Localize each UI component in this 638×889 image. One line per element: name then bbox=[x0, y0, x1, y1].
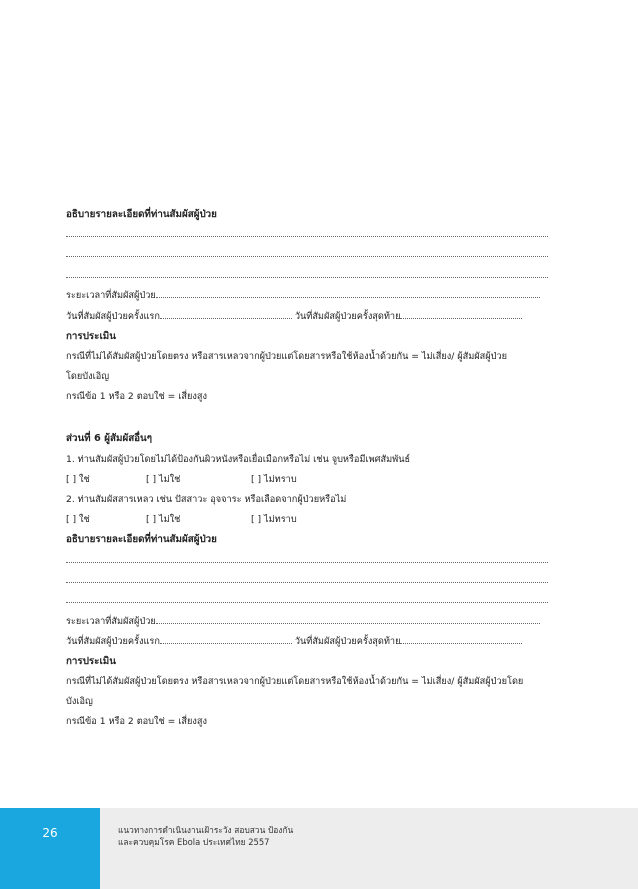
assessment-text: โดยบังเอิญ bbox=[66, 371, 110, 382]
assessment-heading: การประเมิน bbox=[66, 331, 116, 342]
assessment-text: กรณีข้อ 1 หรือ 2 ตอบใช่ = เสี่ยงสูง bbox=[66, 391, 207, 402]
last-contact-label: วันที่สัมผัสผู้ป่วยครั้งสุดท้าย bbox=[294, 311, 401, 322]
question-2: 2. ท่านสัมผัสสารเหลว เช่น ปัสสาวะ อุจจาระ หรือเลือดจากผู้ป่วยหรือไม่ bbox=[66, 494, 347, 505]
contact-dates-row bbox=[66, 309, 548, 324]
option-unknown[interactable]: [ ] ไม่ทราบ bbox=[251, 514, 297, 525]
option-no[interactable]: [ ] ไม่ใช่ bbox=[146, 514, 181, 525]
answer-line[interactable] bbox=[66, 236, 548, 237]
duration-row bbox=[66, 614, 548, 629]
duration-label: ระยะเวลาที่สัมผัสผู้ป่วย bbox=[66, 290, 156, 301]
assessment-text: บังเอิญ bbox=[66, 696, 93, 707]
page-number: 26 bbox=[0, 808, 100, 889]
describe-heading: อธิบายรายละเอียดที่ท่านสัมผัสผู้ป่วย bbox=[66, 209, 217, 220]
first-contact-label: วันที่สัมผัสผู้ป่วยครั้งแรก bbox=[66, 636, 160, 647]
footer-line: และควบคุมโรค Ebola ประเทศไทย 2557 bbox=[118, 837, 270, 847]
last-contact-label: วันที่สัมผัสผู้ป่วยครั้งสุดท้าย bbox=[294, 636, 401, 647]
assessment-text: กรณีที่ไม่ได้สัมผัสผู้ป่วยโดยตรง หรือสารเหลวจากผู้ป่วยแต่โดยสารหรือใช้ห้องน้ำด้วยกัน = ไม่เสี่ยง/ ผู้สัมผัสผู้ป่วย bbox=[66, 351, 508, 362]
contact-dates-row bbox=[66, 634, 548, 649]
answer-line[interactable] bbox=[66, 277, 548, 278]
last-contact-field[interactable] bbox=[400, 634, 522, 644]
duration-field[interactable] bbox=[156, 288, 540, 298]
duration-field[interactable] bbox=[156, 614, 540, 624]
footer-line: แนวทางการดำเนินงานเฝ้าระวัง สอบสวน ป้องกัน bbox=[118, 825, 294, 835]
answer-line[interactable] bbox=[66, 562, 548, 563]
option-unknown[interactable]: [ ] ไม่ทราบ bbox=[251, 474, 297, 485]
assessment-heading: การประเมิน bbox=[66, 656, 116, 667]
section-title: ส่วนที่ 6 ผู้สัมผัสอื่นๆ bbox=[66, 433, 153, 444]
describe-heading: อธิบายรายละเอียดที่ท่านสัมผัสผู้ป่วย bbox=[66, 534, 217, 545]
last-contact-field[interactable] bbox=[400, 309, 522, 319]
page-footer bbox=[0, 808, 638, 889]
answer-line[interactable] bbox=[66, 582, 548, 583]
duration-label: ระยะเวลาที่สัมผัสผู้ป่วย bbox=[66, 616, 156, 627]
first-contact-field[interactable] bbox=[160, 309, 292, 319]
footer-text bbox=[118, 824, 293, 848]
question-1: 1. ท่านสัมผัสผู้ป่วยโดยไม่ได้ป้องกันผิวหนังหรือเยื่อเมือกหรือไม่ เช่น จูบหรือมีเพศสัมพันธ์ bbox=[66, 454, 411, 465]
question-1-options bbox=[66, 473, 548, 487]
question-2-options bbox=[66, 513, 548, 527]
option-yes[interactable]: [ ] ใช่ bbox=[66, 514, 90, 525]
answer-line[interactable] bbox=[66, 602, 548, 603]
duration-row bbox=[66, 288, 548, 303]
assessment-text: กรณีที่ไม่ได้สัมผัสผู้ป่วยโดยตรง หรือสารเหลวจากผู้ป่วยแต่โดยสารหรือใช้ห้องน้ำด้วยกัน = ไม่เสี่ยง/ ผู้สัมผัสผู้ป่วยโดย bbox=[66, 676, 524, 687]
first-contact-label: วันที่สัมผัสผู้ป่วยครั้งแรก bbox=[66, 311, 160, 322]
option-yes[interactable]: [ ] ใช่ bbox=[66, 474, 90, 485]
first-contact-field[interactable] bbox=[160, 634, 292, 644]
answer-line[interactable] bbox=[66, 256, 548, 257]
assessment-text: กรณีข้อ 1 หรือ 2 ตอบใช่ = เสี่ยงสูง bbox=[66, 716, 207, 727]
option-no[interactable]: [ ] ไม่ใช่ bbox=[146, 474, 181, 485]
